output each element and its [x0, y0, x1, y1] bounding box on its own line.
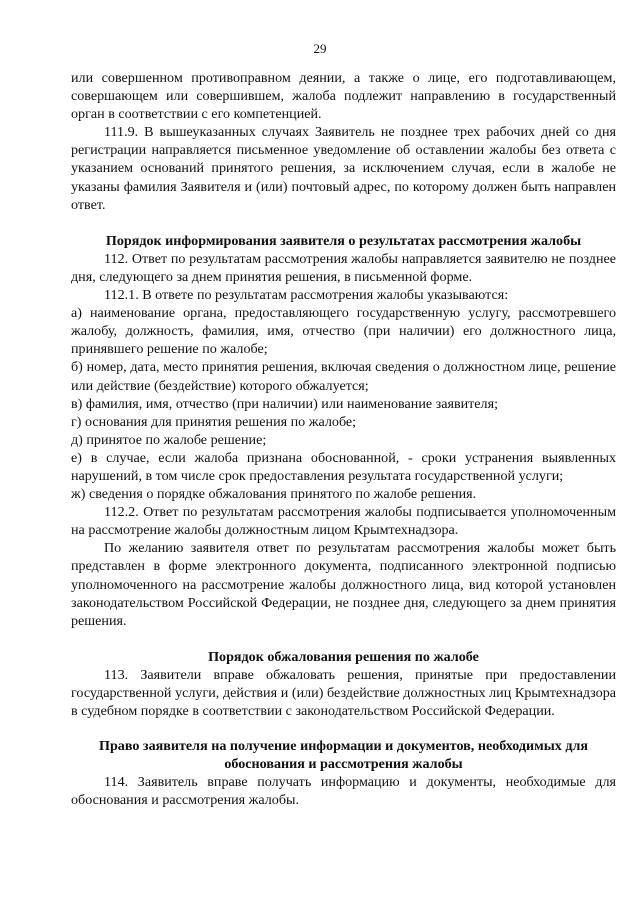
paragraph: а) наименование органа, предоставляющего государственную услугу, рассмотревшего жалобу, должность, фамилия, имя, отчество (при наличии) его должностного лица, принявшего решение по жалобе; [71, 305, 616, 358]
paragraph: ж) сведения о порядке обжалования принятого по жалобе решения. [71, 486, 477, 503]
document-body [71, 69, 616, 810]
section-heading: Порядок обжалования решения по жалобе [208, 648, 479, 665]
spacer [71, 214, 616, 232]
paragraph: в) фамилия, имя, отчество (при наличии) или наименование заявителя; [71, 395, 498, 412]
paragraph: По желанию заявителя ответ по результатам рассмотрения жалобы может быть представлен в форме электронного документа, подписанного электронной подписью уполномоченного на рассмотрение жалобы должностного лица, вид которой установлен законодательством Российской Федерации, не позднее дня, следующего за днем принятия решения. [71, 540, 616, 629]
paragraph: 111.9. В вышеуказанных случаях Заявитель не позднее трех рабочих дней со дня регистрации направляется письменное уведомление об оставлении жалобы без ответа с указанием оснований принятого решения, за исключением случая, если в жалобе не указаны фамилия Заявителя и (или) почтовый адрес, по которому должен быть направлен ответ. [71, 124, 616, 213]
paragraph: д) принятое по жалобе решение; [71, 431, 267, 448]
spacer [71, 630, 616, 648]
paragraph: 114. Заявитель вправе получать информацию и документы, необходимые для обоснования и рассмотрения жалобы. [71, 774, 616, 809]
paragraph: 112.2. Ответ по результатам рассмотрения жалобы подписывается уполномоченным на рассмотрение жалобы должностным лицом Крымтехнадзора. [71, 504, 616, 539]
paragraph: е) в случае, если жалоба признана обоснованной, - сроки устранения выявленных нарушений, в том числе срок предоставления результата государственной услуги; [71, 449, 616, 484]
page-number: 29 [313, 41, 327, 56]
section-heading: Порядок информирования заявителя о результатах рассмотрения жалобы [105, 232, 582, 249]
paragraph: 113. Заявители вправе обжаловать решения, принятые при предоставлении государственной услуги, действия и (или) бездействие должностных лиц Крымтехнадзора в судебном порядке в соответствии с законодательством Российской Федерации. [71, 666, 616, 720]
paragraph: г) основания для принятия решения по жалобе; [71, 413, 357, 430]
paragraph: 112.1. В ответе по результатам рассмотрения жалобы указываются: [104, 287, 509, 304]
spacer [71, 720, 616, 737]
section-heading: Право заявителя на получение информации и документов, необходимых для обоснования и рассмотрения жалобы [98, 738, 589, 773]
paragraph: 112. Ответ по результатам рассмотрения жалобы направляется заявителю не позднее дня, следующего за днем принятия решения, в письменной форме. [71, 250, 616, 285]
paragraph: или совершенном противоправном деянии, а также о лице, его подготавливающем, совершающем или совершившем, жалоба подлежит направлению в государственный орган в соответствии с его компетенцией. [71, 70, 616, 123]
paragraph: б) номер, дата, место принятия решения, включая сведения о должностном лице, решение или действие (бездействие) которого обжалуется; [71, 359, 616, 394]
